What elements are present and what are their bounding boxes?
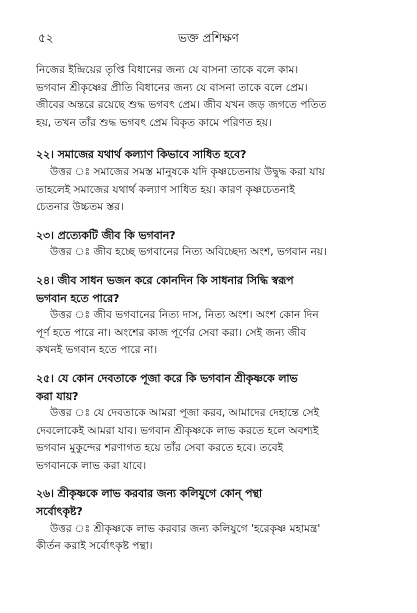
answer	[36, 164, 394, 217]
answer-line: পূর্ণ হতে পারে না। অংশের কাজ পূর্ণের সেবা করা। সেই জন্য জীব	[36, 326, 307, 339]
qa-item-22	[36, 146, 394, 216]
question-line: ২৩। প্রত্যেকটি জীব কি ভগবান?	[36, 228, 176, 242]
answer-line: ভগবানকে লাভ করা যাবে।	[36, 459, 147, 472]
answer-line: কখনই ভগবান হতে পারে না।	[36, 344, 158, 357]
question-line: সর্বোৎকৃষ্ট?	[36, 505, 83, 519]
question-line: ২২। সমাজের যথার্থ কল্যাণ কিভাবে সাধিত হবে?	[36, 148, 247, 162]
answer-line: চেতনার উচ্চতম স্তর।	[36, 201, 124, 214]
answer-line: উত্তর ঃ সমাজের সমস্ত মানুষকে যদি কৃষ্ণচেতনায় উদ্বুদ্ধ করা যায়	[50, 165, 325, 178]
text-line: নিজের ইন্দ্রিয়ের তৃপ্তি বিধানের জন্য যে বাসনা তাকে বলে কাম।	[36, 64, 299, 76]
qa-item-25	[36, 370, 394, 476]
qa-item-24	[36, 272, 394, 360]
answer-line: উত্তর ঃ শ্রীকৃষ্ণকে লাভ করবার জন্য কলিযুগে 'হরেকৃষ্ণ মহামন্ত্র'	[50, 522, 321, 535]
answer-line: দেবলোকেই আমরা যাব। ভগবান শ্রীকৃষ্ণকে লাভ করতে হলে অবশ্যই	[36, 424, 319, 437]
answer	[36, 521, 394, 556]
question	[36, 227, 394, 245]
question-line: করা যায়?	[36, 389, 79, 403]
question-line: ভগবান হতে পারে?	[36, 291, 120, 305]
question-line: ২৪। জীব সাধন ভজন করে কোনদিন কি সাধনার সিদ্ধি স্বরূপ	[36, 273, 294, 287]
running-title: ভক্ত প্রশিক্ষণ	[178, 31, 239, 45]
answer-line: তাহলেই সমাজের যথার্থ কল্যাণ সাধিত হয়। কারণ কৃষ্ণচেতনাই	[36, 183, 295, 196]
text-line: জীবের অন্তরে রয়েছে শুদ্ধ ভগবৎ প্রেম। জীব যখন জড় জগতে পতিত	[36, 99, 327, 112]
page-number: ৫২	[38, 31, 54, 45]
question	[36, 370, 394, 405]
intro-paragraph	[36, 62, 394, 132]
page-content	[36, 62, 394, 556]
answer-line: উত্তর ঃ যে দেবতাকে আমরা পূজা করব, আমাদের দেহান্তে সেই	[50, 407, 320, 420]
text-line: হয়, তখন তাঁর শুদ্ধ ভগবৎ প্রেম বিকৃত কামে পরিণত হয়।	[36, 116, 272, 129]
answer-line: কীর্তন করাই সর্বোৎকৃষ্ট পন্থা।	[36, 540, 153, 553]
answer-line: ভগবান মুকুন্দের শরণাগত হয়ে তাঁর সেবা করতে হবে। তবেই	[36, 442, 284, 455]
qa-item-26	[36, 485, 394, 555]
answer-line: উত্তর ঃ জীব হচ্ছে ভগবানের নিত্য অবিচ্ছেদ্য অংশ, ভগবান নয়।	[50, 246, 327, 259]
text-line: ভগবান শ্রীকৃষ্ণের প্রীতি বিধানের জন্য যে বাসনা তাকে বলে প্রেম।	[36, 81, 308, 94]
answer-line: উত্তর ঃ জীব ভগবানের নিত্য দাস, নিত্য অংশ। অংশ কোন দিন	[50, 309, 319, 322]
question-line: ২৬। শ্রীকৃষ্ণকে লাভ করবার জন্য কলিযুগে কোন্ পন্থা	[36, 487, 262, 501]
page-header	[0, 30, 417, 50]
answer	[36, 405, 394, 475]
question	[36, 485, 394, 520]
answer	[36, 244, 394, 262]
question	[36, 272, 394, 307]
question	[36, 146, 394, 164]
answer	[36, 307, 394, 360]
qa-item-23	[36, 227, 394, 262]
question-line: ২৫। যে কোন দেবতাকে পূজা করে কি ভগবান শ্রীকৃষ্ণকে লাভ	[36, 371, 298, 385]
